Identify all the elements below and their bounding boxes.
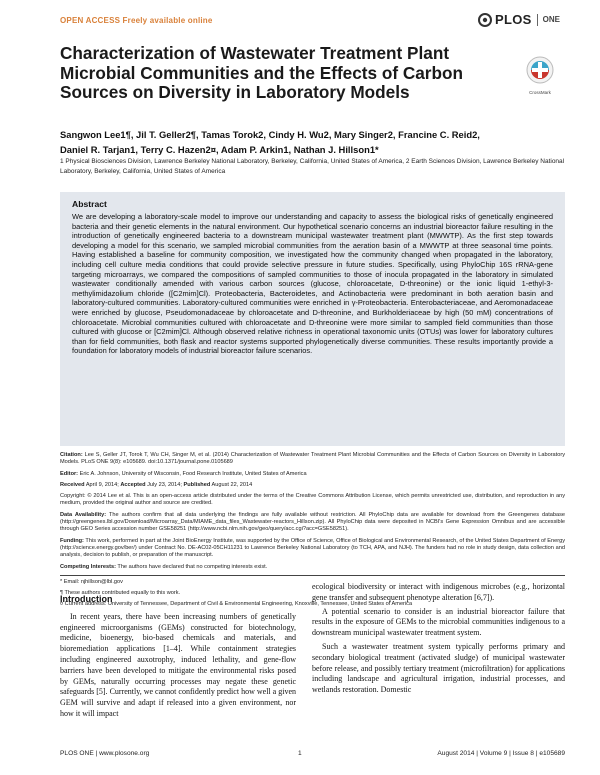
data-availability-text: The authors confirm that all data underlying the findings are fully available without restriction. All PhyloChip data are available for download from the Greengenes database (http://greengenes.lbl.gov/Download/Microarray_Data/MIAME_data_files_Wastewater-reactors_Hillson.zip). All PhyloChip data were deposited in NCBI's Gene Expression Omnibus and are accessible through GEO Series accession number GSE58251 (http://www.ncbi.nlm.nih.gov/geo/query/acc.cgi?acc=GSE58251). xyxy=(60,511,566,533)
abstract-text: We are developing a laboratory-scale model to improve our understanding and capacity to assess the biological risks of genetically engineered bacteria and their genetic elements in the natural environment. Our hypothetical scenario concerns an industrial bioreactor failure resulting in the introduction of genetically engineered bacteria to a downstream municipal wastewater treatment plant (MWWTP). As the first step towards developing a model for this scenario, we sampled microbial communities from the aeration basin of a MWWTP at three seasonal time points. Having established a baseline for community composition, we investigated how the community changed when propagated in the laboratory, including cell culture media conditions that could provide selective pressure in future studies. Specifically, using PhyloChip 16S rRNA-gene targeting microarrays, we compared the compositions of sampled communities to those of inocula propagated in the laboratory in simulated wastewater conditionally amended with various carbon sources (glucose, chloroacetate, D-threonine) or the ionic liquid 1-ethyl-3-methylimidazolium chloride ([C2mim]Cl). Proteobacteria, Bacteroidetes, and Actinobacteria were predominant in both aeration basin and laboratory-cultured communities. Laboratory-cultured communities were enriched in γ-Proteobacteria. Enterobacteriaceae, and Aeromonadaceae were enriched by glucose, Pseudomonadaceae by chloroacetate and D-threonine, and Burkholderiaceae by high (50 mM) concentrations of chloroacetate. Microbial communities cultured with chloroacetate and D-threonine were more similar to sampled field communities than those cultured with glucose or [C2mim]Cl. Although observed relative richness in operational taxonomic units (OTUs) was lower for laboratory cultures than for field communities, both flask and reactor systems supported phylogenetically diverse communities. These results importantly provide a foundation for laboratory models of industrial bioreactor failure scenarios. xyxy=(72,212,553,356)
data-availability-label: Data Availability: xyxy=(60,511,107,518)
logo-divider xyxy=(537,14,538,26)
published-date: August 22, 2014 xyxy=(211,481,253,488)
competing-text: The authors have declared that no competing interests exist. xyxy=(117,563,268,570)
author-list xyxy=(60,127,565,157)
accepted-date: July 23, 2014; xyxy=(147,481,182,488)
journal-name: PLOS xyxy=(495,12,532,27)
competing-interests xyxy=(60,564,565,571)
affiliations: 1 Physical Biosciences Division, Lawrence Berkeley National Laboratory, Berkeley, California, United States of America, 2 Earth Sciences Division, Lawrence Berkeley National Laboratory, Berkeley, California, United States of America xyxy=(60,158,565,175)
funding-text: This work, performed in part at the Joint BioEnergy Institute, was supported by the Office of Science, Office of Biological and Environmental Research, of the United States Department of Energy (http://science.energy.gov/ber/) under Contract No. DE-AC02-05CH11231 to Lawrence Berkeley National Laboratory (to TCH, APA, and NJH). The funders had no role in study design, data collection and analysis, decision to publish, or preparation of the manuscript. xyxy=(60,537,566,559)
data-availability xyxy=(60,512,565,534)
published-label: Published xyxy=(183,481,211,488)
introduction-heading: Introduction xyxy=(60,594,113,604)
header-bar xyxy=(60,12,560,32)
funding-label: Funding: xyxy=(60,537,84,544)
body-column-right xyxy=(312,582,565,699)
journal-subname: ONE xyxy=(542,15,560,24)
body-paragraph: In recent years, there have been increasing numbers of genetically engineered microorganisms (GEMs) constructed for biotechnology, medicine, bioenergy, bio-based chemicals and materials, and bioremediation applications [1–4]. While containment strategies including engineered auxotrophy, induced lethality, and gene-flow barriers have been developed to mitigate the environmental risks posed by GEMs, naturally occurring processes may negate these genetic safeguards [5]. Currently, we cannot confidently predict how well a given GEM will survive and adapt if released into a given environment, nor how it will impact xyxy=(60,611,296,718)
abstract-box xyxy=(60,192,565,446)
article-title: Characterization of Wastewater Treatment Plant Microbial Communities and the Effects of Carbon Sources on Diversity in Laboratory Models xyxy=(60,43,463,102)
body-paragraph: A potential scenario to consider is an industrial bioreactor failure that results in the exposure of GEMs to the microbial communities indigenous to a downstream municipal wastewater treatment system. xyxy=(312,606,565,638)
copyright: Copyright: © 2014 Lee et al. This is an open-access article distributed under the terms of the Creative Commons Attribution License, which permits unrestricted use, distribution, and reproduction in any medium, provided the original author and source are credited. xyxy=(60,493,565,507)
dates xyxy=(60,482,565,489)
authors-line: Daniel R. Tarjan1, Terry C. Hazen2¤, Adam P. Arkin1, Nathan J. Hillson1* xyxy=(60,144,379,155)
body-column-left xyxy=(60,594,296,723)
footer-issue-info: August 2014 | Volume 9 | Issue 8 | e105689 xyxy=(437,750,565,757)
received-label: Received xyxy=(60,481,85,488)
editor xyxy=(60,471,565,478)
editor-label: Editor: xyxy=(60,470,79,477)
received-date: April 9, 2014; xyxy=(85,481,119,488)
body-paragraph: ecological biodiversity or interact with indigenous microbes (e.g., horizontal gene transfer and subsequent phenotype alteration [6,7]). xyxy=(312,582,565,602)
current-address-footnote: ¤ Current address: University of Tennessee, Department of Civil & Environmental Engineering, Knoxville, Tennessee, United States of America xyxy=(60,601,413,608)
accepted-label: Accepted xyxy=(120,481,146,488)
editor-text: Eric A. Johnson, University of Wisconsin, Food Research Institute, United States of America xyxy=(79,470,307,477)
body-paragraph: Such a wastewater treatment system typically performs primary and secondary biological treatment (activated sludge) of municipal wastewater before release, and possibly tertiary treatment (microfiltration) for applications including landscape and agricultural irrigation, industrial processes, and wetlands restoration. Domestic xyxy=(312,641,565,695)
authors-line: Sangwon Lee1¶, Jil T. Geller2¶, Tamas Torok2, Cindy H. Wu2, Mary Singer2, Francine C. Reid2, xyxy=(60,129,480,140)
abstract-heading: Abstract xyxy=(72,199,107,209)
plos-logo-icon xyxy=(478,13,492,27)
citation-text: Lee S, Geller JT, Torok T, Wu CH, Singer M, et al. (2014) Characterization of Wastewater Treatment Plant Microbial Communities and the Effects of Carbon Sources on Diversity in Laboratory Models. PLoS ONE 9(8): e105689. doi:10.1371/journal.pone.0105689 xyxy=(60,452,565,466)
citation-label: Citation: xyxy=(60,452,83,458)
crossmark-label: CrossMark xyxy=(529,90,551,95)
footer-journal-link[interactable]: PLOS ONE | www.plosone.org xyxy=(60,750,150,757)
email-footnote[interactable]: * Email: njhillson@lbl.gov xyxy=(60,578,123,585)
journal-logo[interactable] xyxy=(478,12,560,27)
crossmark-badge[interactable] xyxy=(518,56,562,95)
equal-contribution-footnote: ¶ These authors contributed equally to this work. xyxy=(60,590,181,597)
funding xyxy=(60,538,565,560)
open-access-text: OPEN ACCESS Freely available online xyxy=(60,16,213,25)
page-number: 1 xyxy=(298,750,302,757)
open-access-label xyxy=(60,16,213,25)
crossmark-icon xyxy=(526,56,554,84)
citation xyxy=(60,452,565,467)
competing-label: Competing Interests: xyxy=(60,563,116,570)
